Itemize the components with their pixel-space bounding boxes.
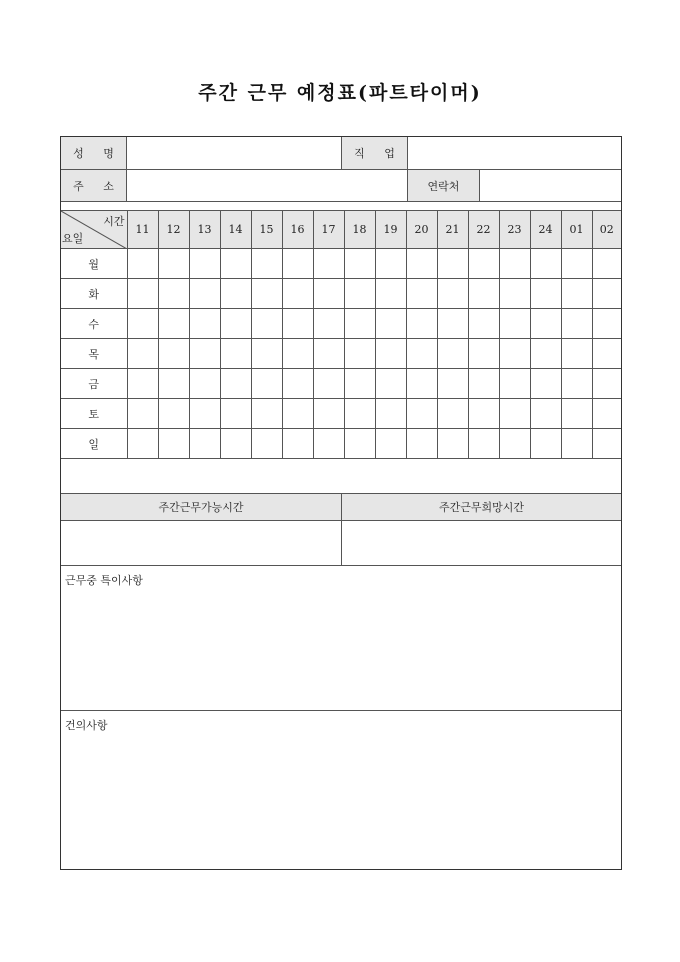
slot-cell[interactable] — [468, 339, 499, 369]
slot-cell[interactable] — [468, 369, 499, 399]
slot-cell[interactable] — [127, 339, 158, 369]
slot-cell[interactable] — [220, 309, 251, 339]
slot-cell[interactable] — [313, 369, 344, 399]
slot-cell[interactable] — [251, 399, 282, 429]
slot-cell[interactable] — [437, 429, 468, 459]
slot-cell[interactable] — [406, 249, 437, 279]
slot-cell[interactable] — [158, 309, 189, 339]
slot-cell[interactable] — [437, 309, 468, 339]
name-label: 성 명 — [73, 147, 122, 160]
slot-cell[interactable] — [158, 369, 189, 399]
suggestions-area[interactable] — [61, 711, 621, 869]
hour-header: 14 — [220, 211, 251, 249]
day-label: 토 — [61, 399, 127, 429]
slot-cell[interactable] — [189, 369, 220, 399]
slot-cell[interactable] — [313, 339, 344, 369]
slot-cell[interactable] — [251, 369, 282, 399]
slot-cell[interactable] — [530, 249, 561, 279]
slot-cell[interactable] — [375, 339, 406, 369]
address-field[interactable] — [127, 170, 408, 201]
corner-time-label: 시간 — [103, 215, 125, 228]
availability-header-row — [61, 494, 621, 520]
hour-header: 16 — [282, 211, 313, 249]
slot-cell[interactable] — [437, 399, 468, 429]
schedule-table — [61, 210, 621, 459]
slot-cell[interactable] — [561, 249, 592, 279]
slot-cell[interactable] — [313, 429, 344, 459]
slot-cell[interactable] — [220, 249, 251, 279]
slot-cell[interactable] — [375, 279, 406, 309]
address-label: 주 소 — [73, 179, 122, 193]
slot-cell[interactable] — [251, 249, 282, 279]
hour-header: 18 — [344, 211, 375, 249]
slot-cell[interactable] — [530, 339, 561, 369]
slot-cell[interactable] — [127, 429, 158, 459]
slot-cell[interactable] — [344, 309, 375, 339]
name-row — [61, 137, 621, 169]
slot-cell[interactable] — [251, 279, 282, 309]
slot-cell[interactable] — [561, 309, 592, 339]
slot-cell[interactable] — [530, 399, 561, 429]
slot-cell[interactable] — [499, 369, 530, 399]
hour-header: 17 — [313, 211, 344, 249]
slot-cell[interactable] — [468, 429, 499, 459]
slot-cell[interactable] — [127, 309, 158, 339]
slot-cell[interactable] — [406, 429, 437, 459]
slot-cell[interactable] — [499, 309, 530, 339]
slot-cell[interactable] — [561, 339, 592, 369]
job-label: 직 업 — [354, 147, 403, 160]
address-label-cell — [61, 170, 127, 201]
desired-time-field[interactable] — [342, 521, 621, 565]
slot-cell[interactable] — [406, 309, 437, 339]
contact-label: 연락처 — [427, 179, 460, 193]
contact-label-cell — [408, 170, 480, 201]
slot-cell[interactable] — [251, 309, 282, 339]
slot-cell[interactable] — [375, 309, 406, 339]
slot-cell[interactable] — [468, 279, 499, 309]
slot-cell[interactable] — [530, 279, 561, 309]
slot-cell[interactable] — [220, 399, 251, 429]
slot-cell[interactable] — [499, 279, 530, 309]
slot-cell[interactable] — [561, 399, 592, 429]
slot-cell[interactable] — [127, 399, 158, 429]
slot-cell[interactable] — [189, 309, 220, 339]
name-label-cell — [61, 137, 127, 169]
slot-cell[interactable] — [189, 339, 220, 369]
page-title: 주간 근무 예정표(파트타이머) — [198, 82, 482, 104]
corner-day-label: 요일 — [62, 232, 84, 245]
slot-cell[interactable] — [437, 339, 468, 369]
slot-cell[interactable] — [437, 279, 468, 309]
day-row-thu — [61, 339, 621, 369]
contact-field[interactable] — [480, 170, 621, 201]
slot-cell[interactable] — [158, 339, 189, 369]
job-label-cell — [342, 137, 408, 169]
hour-header: 15 — [251, 211, 282, 249]
hour-header: 19 — [375, 211, 406, 249]
slot-cell[interactable] — [189, 249, 220, 279]
slot-cell[interactable] — [499, 339, 530, 369]
hour-header: 01 — [561, 211, 592, 249]
slot-cell[interactable] — [158, 399, 189, 429]
slot-cell[interactable] — [406, 399, 437, 429]
slot-cell[interactable] — [437, 249, 468, 279]
slot-cell[interactable] — [499, 429, 530, 459]
slot-cell[interactable] — [344, 279, 375, 309]
desired-time-header — [342, 494, 621, 520]
corner-cell — [61, 211, 127, 249]
day-label: 화 — [61, 279, 127, 309]
slot-cell[interactable] — [189, 279, 220, 309]
slot-cell[interactable] — [592, 429, 621, 459]
slot-cell[interactable] — [561, 429, 592, 459]
slot-cell[interactable] — [437, 369, 468, 399]
slot-cell[interactable] — [282, 369, 313, 399]
schedule-form — [60, 136, 622, 870]
slot-cell[interactable] — [220, 339, 251, 369]
notes-area[interactable] — [61, 566, 621, 710]
slot-cell[interactable] — [530, 429, 561, 459]
slot-cell[interactable] — [189, 429, 220, 459]
slot-cell[interactable] — [158, 249, 189, 279]
hour-header: 12 — [158, 211, 189, 249]
hours-header-row — [61, 211, 621, 249]
slot-cell[interactable] — [282, 249, 313, 279]
slot-cell[interactable] — [406, 369, 437, 399]
slot-cell[interactable] — [344, 429, 375, 459]
day-label: 금 — [61, 369, 127, 399]
slot-cell[interactable] — [375, 249, 406, 279]
day-label: 수 — [61, 309, 127, 339]
desired-time-label: 주간근무희망시간 — [438, 501, 524, 514]
slot-cell[interactable] — [468, 399, 499, 429]
day-row-fri — [61, 369, 621, 399]
slot-cell[interactable] — [499, 399, 530, 429]
hour-header: 22 — [468, 211, 499, 249]
slot-cell[interactable] — [592, 309, 621, 339]
slot-cell[interactable] — [375, 399, 406, 429]
slot-cell[interactable] — [282, 399, 313, 429]
name-field[interactable] — [127, 137, 342, 169]
slot-cell[interactable] — [499, 249, 530, 279]
slot-cell[interactable] — [592, 369, 621, 399]
slot-cell[interactable] — [468, 249, 499, 279]
available-time-label: 주간근무가능시간 — [158, 501, 244, 514]
slot-cell[interactable] — [313, 309, 344, 339]
day-row-mon — [61, 249, 621, 279]
slot-cell[interactable] — [375, 429, 406, 459]
slot-cell[interactable] — [127, 249, 158, 279]
slot-cell[interactable] — [127, 369, 158, 399]
slot-cell[interactable] — [344, 339, 375, 369]
slot-cell[interactable] — [158, 429, 189, 459]
day-label: 목 — [61, 339, 127, 369]
hour-header: 02 — [592, 211, 621, 249]
slot-cell[interactable] — [127, 279, 158, 309]
slot-cell[interactable] — [220, 429, 251, 459]
slot-cell[interactable] — [189, 399, 220, 429]
day-row-sun — [61, 429, 621, 459]
available-time-header — [61, 494, 342, 520]
day-row-tue — [61, 279, 621, 309]
slot-cell[interactable] — [344, 249, 375, 279]
slot-cell[interactable] — [592, 399, 621, 429]
suggestions-label: 건의사항 — [65, 719, 108, 732]
slot-cell[interactable] — [220, 279, 251, 309]
slot-cell[interactable] — [251, 339, 282, 369]
slot-cell[interactable] — [282, 279, 313, 309]
hour-header: 13 — [189, 211, 220, 249]
slot-cell[interactable] — [561, 369, 592, 399]
day-row-wed — [61, 309, 621, 339]
day-row-sat — [61, 399, 621, 429]
slot-cell[interactable] — [592, 339, 621, 369]
notes-label: 근무중 특이사항 — [65, 574, 143, 587]
availability-input-row — [61, 521, 621, 565]
hour-header: 23 — [499, 211, 530, 249]
slot-cell[interactable] — [406, 339, 437, 369]
slot-cell[interactable] — [406, 279, 437, 309]
slot-cell[interactable] — [344, 369, 375, 399]
slot-cell[interactable] — [158, 279, 189, 309]
hour-header: 20 — [406, 211, 437, 249]
slot-cell[interactable] — [375, 369, 406, 399]
slot-cell[interactable] — [530, 369, 561, 399]
slot-cell[interactable] — [561, 279, 592, 309]
slot-cell[interactable] — [220, 369, 251, 399]
hour-header: 11 — [127, 211, 158, 249]
day-label: 일 — [61, 429, 127, 459]
slot-cell[interactable] — [282, 309, 313, 339]
slot-cell[interactable] — [282, 429, 313, 459]
slot-cell[interactable] — [468, 309, 499, 339]
slot-cell[interactable] — [282, 339, 313, 369]
slot-cell[interactable] — [530, 309, 561, 339]
slot-cell[interactable] — [313, 279, 344, 309]
slot-cell[interactable] — [592, 279, 621, 309]
day-label: 월 — [61, 249, 127, 279]
available-time-field[interactable] — [61, 521, 342, 565]
hour-header: 21 — [437, 211, 468, 249]
slot-cell[interactable] — [592, 249, 621, 279]
slot-cell[interactable] — [313, 399, 344, 429]
hour-header: 24 — [530, 211, 561, 249]
slot-cell[interactable] — [313, 249, 344, 279]
address-row — [61, 170, 621, 201]
divider — [61, 201, 621, 202]
slot-cell[interactable] — [251, 429, 282, 459]
slot-cell[interactable] — [344, 399, 375, 429]
job-field[interactable] — [408, 137, 621, 169]
